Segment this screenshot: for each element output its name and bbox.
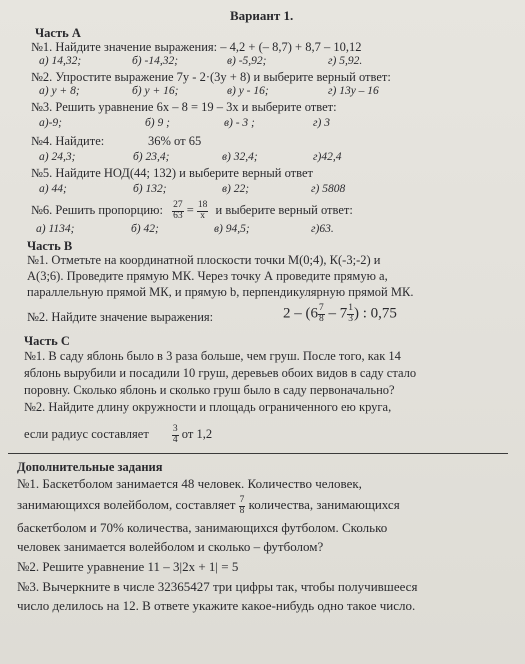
a-q2-opt-v: в) у - 16;	[227, 85, 269, 97]
b-q2-lead: 2 – (6	[283, 305, 318, 322]
a-q4-expr: 36% от 65	[148, 134, 202, 148]
c-q2-line2	[24, 425, 212, 445]
b-q1-line2: А(3;6). Проведите прямую МК. Через точку А проведите прямую а,	[27, 269, 388, 283]
part-c-title: Часть С	[24, 334, 70, 348]
a-q6-frac2-num: 18	[197, 200, 208, 210]
c-q1-line3: поровну. Сколько яблонь и сколько груш было в саду первоначально?	[24, 383, 395, 397]
a-q6-tail: и выберите верный ответ:	[215, 202, 353, 217]
b-q2-frac1-num: 7	[319, 303, 324, 313]
a-q2-opt-b: б) у + 16;	[132, 85, 179, 97]
a-q6-opt-b: б) 42;	[131, 223, 159, 235]
extra-q1-line2	[17, 496, 400, 516]
extra-q2: №2. Решите уравнение 11 – 3|2x + 1| = 5	[17, 559, 239, 574]
c-q2-frac-num: 3	[172, 424, 178, 434]
extra-q1-frac-num: 7	[239, 495, 245, 505]
divider	[8, 453, 508, 454]
a-q6-frac1	[172, 201, 184, 221]
a-q2-prompt: №2. Упростите выражение 7у - 2·(3у + 8) и выберите верный ответ:	[31, 70, 391, 84]
c-q2-frac	[172, 425, 179, 445]
a-q6-opt-g: г)63.	[311, 223, 334, 235]
a-q1-opt-g: г) 5,92.	[328, 55, 363, 67]
a-q6-opt-a: а) 1134;	[36, 223, 75, 235]
extra-q3-line1: №3. Вычеркните в числе 32365427 три цифры так, чтобы получившееся	[17, 579, 418, 594]
a-q6-frac1-den: 63	[173, 210, 183, 221]
extra-q1-line3: баскетболом и 70% количества, занимающихся футболом. Сколько	[17, 520, 388, 535]
extra-q1-frac	[239, 496, 246, 516]
a-q3-opt-b: б) 9 ;	[145, 117, 170, 129]
a-q3-opt-a: а)-9;	[39, 117, 62, 129]
part-a-title: Часть А	[35, 26, 81, 40]
b-q2-frac2	[347, 304, 354, 324]
extra-q1-frac-den: 8	[239, 505, 245, 516]
a-q3-opt-g: г) 3	[313, 117, 330, 129]
extra-title: Дополнительные задания	[17, 460, 163, 474]
a-q6-frac2	[197, 201, 209, 221]
b-q2-mid: – 7	[328, 305, 348, 322]
a-q2-opt-g: г) 13у – 16	[328, 85, 379, 97]
a-q6-prompt: №6. Решить пропорцию: $\frac{27}{63}$ = $\frac{18}{x}$ и выберите верный ответ:	[31, 200, 353, 221]
extra-q1-line1: №1. Баскетболом занимается 48 человек. Количество человек,	[17, 476, 362, 491]
a-q5-opt-v: в) 22;	[222, 183, 250, 195]
a-q1-opt-b: б) -14,32;	[132, 55, 179, 67]
c-q2-line1: №2. Найдите длину окружности и площадь ограниченного ею круга,	[24, 400, 392, 414]
b-q1-line3: параллельную прямой МК, и прямую b, перпендикулярную прямой МК.	[27, 285, 414, 299]
b-q1-line1: №1. Отметьте на координатной плоскости точки М(0;4), К(-3;-2) и	[27, 253, 381, 267]
a-q4-opt-b: б) 23,4;	[133, 151, 170, 163]
a-q4-prompt: №4. Найдите:	[31, 134, 105, 148]
b-q2-frac1-den: 8	[319, 313, 324, 324]
a-q3-opt-v: в) - 3 ;	[224, 117, 255, 129]
extra-q1-line2b: количества, занимающихся	[248, 496, 400, 512]
a-q1-opt-v: в) -5,92;	[227, 55, 267, 67]
extra-q1-line2a: занимающихся волейболом, составляет	[17, 496, 236, 512]
a-q4-opt-g: г)42,4	[313, 151, 342, 163]
a-q5-opt-b: б) 132;	[133, 183, 167, 195]
a-q1-prompt: №1. Найдите значение выражения: – 4,2 + (– 8,7) + 8,7 – 10,12	[31, 40, 362, 54]
extra-q1-line4: человек занимается волейболом и сколько – футболом?	[17, 539, 324, 554]
b-q2-tail: ) : 0,75	[354, 305, 397, 322]
a-q6-frac1-num: 27	[173, 200, 183, 210]
a-q6-opt-v: в) 94,5;	[214, 223, 250, 235]
a-q5-prompt: №5. Найдите НОД(44; 132) и выберите верный ответ	[31, 166, 313, 180]
a-q6-label: №6. Решить пропорцию:	[31, 202, 163, 217]
b-q2-frac2-den: 3	[348, 313, 353, 324]
c-q2-frac-den: 4	[172, 434, 178, 445]
b-q2-prompt: №2. Найдите значение выражения:	[27, 310, 214, 324]
extra-q3-line2: число делилось на 12. В ответе укажите какое-нибудь одно такое число.	[17, 598, 416, 613]
b-q2-frac1	[318, 304, 325, 324]
a-q2-opt-a: а) у + 8;	[39, 85, 80, 97]
a-q1-opt-a: а) 14,32;	[39, 55, 82, 67]
c-q2-text: если радиус составляет	[24, 426, 149, 441]
b-q2-frac2-num: 1	[348, 303, 353, 313]
a-q5-opt-a: а) 44;	[39, 183, 67, 195]
a-q5-opt-g: г) 5808	[311, 183, 346, 195]
a-q4-opt-v: в) 32,4;	[222, 151, 258, 163]
variant-title: Вариант 1.	[230, 8, 294, 23]
a-q6-frac2-den: x	[200, 210, 205, 221]
a-q3-prompt: №3. Решить уравнение 6х – 8 = 19 – 3х и выберите ответ:	[31, 100, 337, 114]
c-q1-line1: №1. В саду яблонь было в 3 раза больше, чем груш. После того, как 14	[24, 349, 401, 363]
b-q2-expression	[283, 304, 397, 324]
c-q2-tail: от 1,2	[181, 426, 213, 441]
part-b-title: Часть В	[27, 239, 73, 253]
c-q1-line2: яблонь вырубили и посадили 10 груш, деревьев обоих видов в саду стало	[24, 366, 417, 380]
a-q4-opt-a: а) 24,3;	[39, 151, 76, 163]
